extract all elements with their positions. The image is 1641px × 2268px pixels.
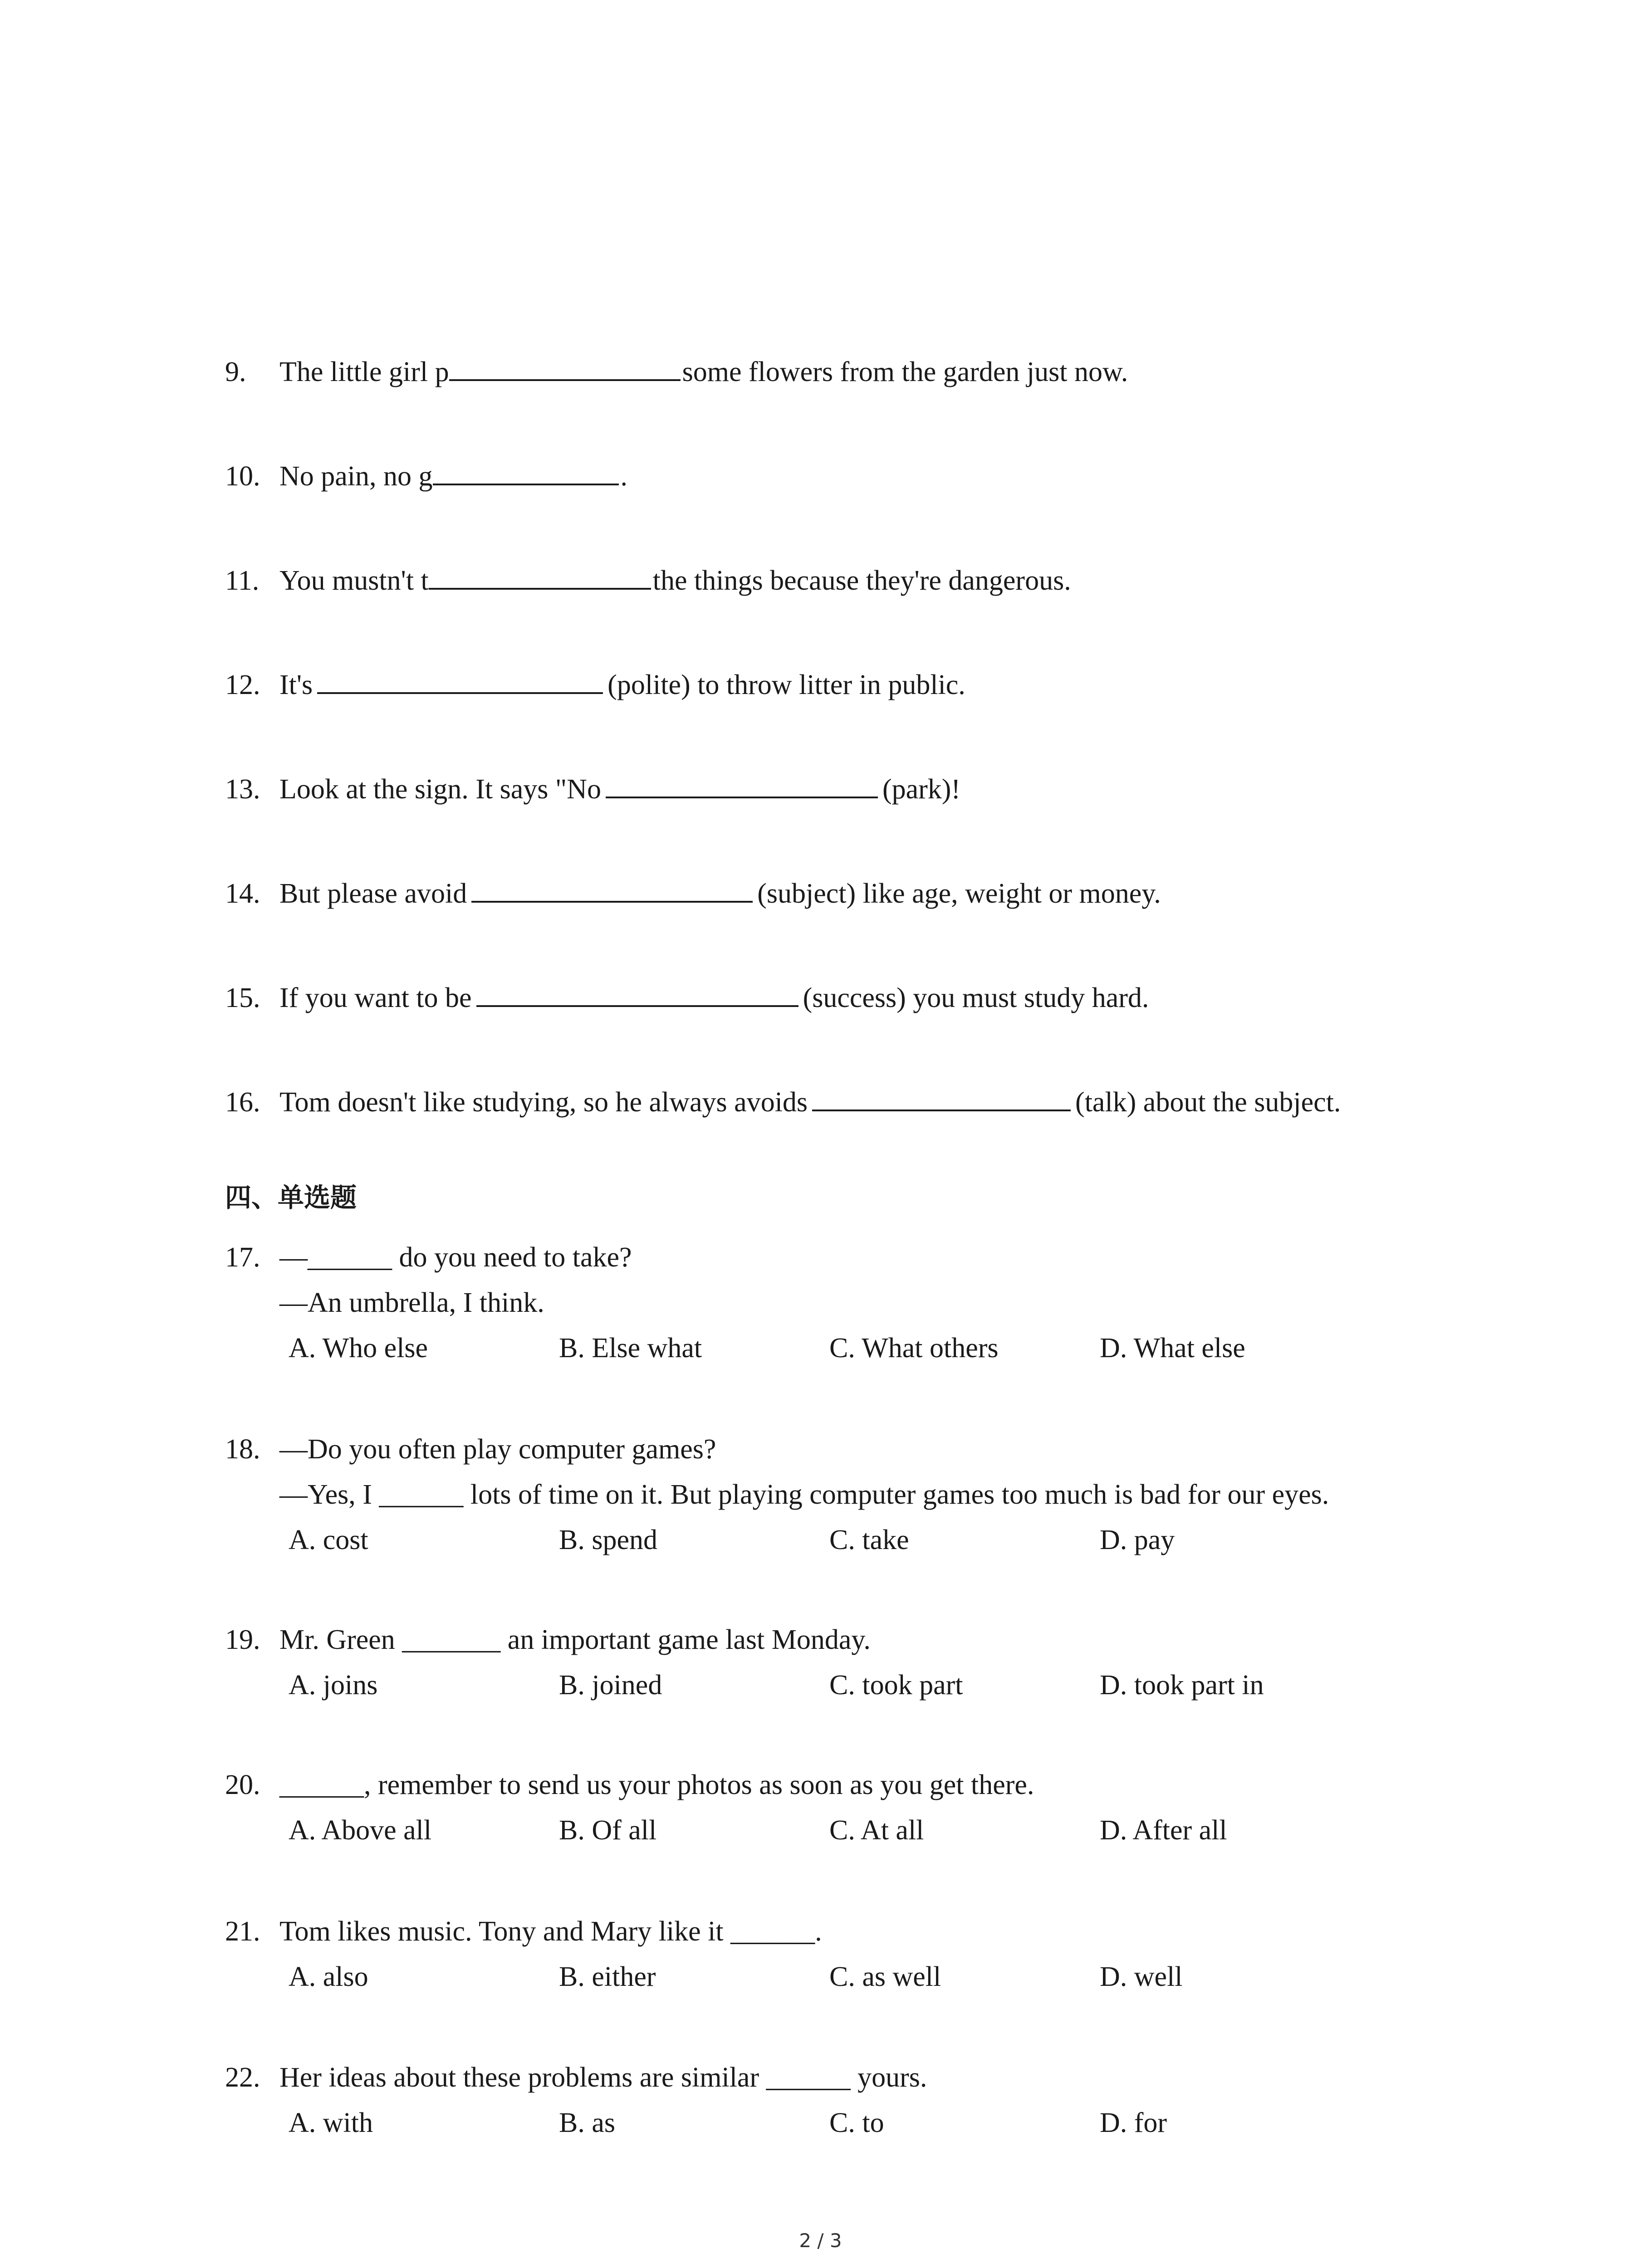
question-text: Her ideas about these problems are similar ______ yours.: [279, 2062, 927, 2093]
answer-blank[interactable]: [471, 872, 753, 903]
answer-blank[interactable]: [429, 559, 651, 590]
option-a[interactable]: A. also: [289, 1961, 368, 1992]
question-text: Look at the sign. It says "No: [279, 774, 601, 805]
option-b[interactable]: B. Else what: [559, 1333, 702, 1364]
option-d[interactable]: D. pay: [1100, 1525, 1175, 1555]
question-text: Mr. Green _______ an important game last Monday.: [279, 1624, 871, 1655]
question-text: If you want to be: [279, 982, 472, 1013]
question-18: [225, 1427, 716, 1472]
question-number: 12.: [225, 670, 260, 700]
question-9: [225, 349, 1128, 395]
question-12: [225, 662, 965, 708]
question-21: [225, 1909, 822, 1954]
question-number: 11.: [225, 565, 260, 596]
question-number: 21.: [225, 1916, 260, 1947]
question-number: 17.: [225, 1242, 260, 1273]
question-16: [225, 1080, 1341, 1125]
option-c[interactable]: C. took part: [829, 1670, 963, 1701]
question-17: [225, 1235, 632, 1280]
option-a[interactable]: A. Who else: [289, 1333, 428, 1364]
question-number: 18.: [225, 1434, 260, 1465]
question-14: [225, 871, 1161, 916]
question-text: (talk) about the subject.: [1075, 1087, 1341, 1118]
question-text: Tom likes music. Tony and Mary like it ______.: [279, 1916, 822, 1947]
option-b[interactable]: B. as: [559, 2107, 615, 2138]
question-text: But please avoid: [279, 878, 467, 909]
question-text: (park)!: [882, 774, 961, 805]
option-b[interactable]: B. either: [559, 1961, 656, 1992]
option-c[interactable]: C. take: [829, 1525, 909, 1555]
section-title: 四、单选题: [225, 1182, 357, 1213]
option-d[interactable]: D. well: [1100, 1961, 1183, 1992]
question-text: —______ do you need to take?: [279, 1242, 632, 1273]
option-c[interactable]: C. to: [829, 2107, 884, 2138]
answer-blank[interactable]: [449, 350, 681, 381]
question-19: [225, 1617, 871, 1662]
question-number: 16.: [225, 1087, 260, 1118]
option-d[interactable]: D. What else: [1100, 1333, 1245, 1364]
option-d[interactable]: D. took part in: [1100, 1670, 1264, 1701]
question-text: Tom doesn't like studying, so he always avoids: [279, 1087, 808, 1118]
question-13: [225, 767, 960, 812]
question-15: [225, 975, 1149, 1021]
question-text: (polite) to throw litter in public.: [607, 670, 965, 700]
question-text: (success) you must study hard.: [803, 982, 1149, 1013]
question-10: [225, 454, 627, 499]
question-number: 9.: [225, 357, 246, 387]
option-c[interactable]: C. What others: [829, 1333, 999, 1364]
option-c[interactable]: C. At all: [829, 1815, 924, 1846]
option-a[interactable]: A. joins: [289, 1670, 378, 1701]
question-text: You mustn't t: [279, 565, 429, 596]
question-text: some flowers from the garden just now.: [682, 357, 1128, 387]
question-number: 20.: [225, 1769, 260, 1800]
question-17-line2: —An umbrella, I think.: [279, 1287, 544, 1318]
question-number: 10.: [225, 461, 260, 492]
question-11: [225, 558, 1071, 603]
option-c[interactable]: C. as well: [829, 1961, 941, 1992]
option-a[interactable]: A. cost: [289, 1525, 368, 1555]
option-a[interactable]: A. with: [289, 2107, 373, 2138]
option-d[interactable]: D. for: [1100, 2107, 1167, 2138]
question-20: [225, 1762, 1034, 1808]
question-text: No pain, no g: [279, 461, 433, 492]
question-text: It's: [279, 670, 313, 700]
option-b[interactable]: B. joined: [559, 1670, 662, 1701]
question-22: [225, 2055, 927, 2100]
answer-blank[interactable]: [317, 663, 603, 694]
option-a[interactable]: A. Above all: [289, 1815, 432, 1846]
question-number: 19.: [225, 1624, 260, 1655]
page-number: 2 / 3: [799, 2229, 842, 2252]
question-text: —Do you often play computer games?: [279, 1434, 716, 1465]
answer-blank[interactable]: [476, 976, 798, 1007]
question-text: (subject) like age, weight or money.: [757, 878, 1161, 909]
option-b[interactable]: B. spend: [559, 1525, 657, 1555]
question-text: the things because they're dangerous.: [652, 565, 1071, 596]
answer-blank[interactable]: [812, 1080, 1071, 1111]
option-b[interactable]: B. Of all: [559, 1815, 657, 1846]
answer-blank[interactable]: [433, 455, 619, 485]
question-text: .: [620, 461, 628, 492]
answer-blank[interactable]: [606, 767, 878, 798]
question-number: 14.: [225, 878, 260, 909]
option-d[interactable]: D. After all: [1100, 1815, 1227, 1846]
question-number: 15.: [225, 982, 260, 1013]
question-number: 13.: [225, 774, 260, 805]
question-18-line2: —Yes, I ______ lots of time on it. But playing computer games too much is bad for our eyes.: [279, 1479, 1329, 1510]
question-text: ______, remember to send us your photos as soon as you get there.: [279, 1769, 1034, 1800]
question-number: 22.: [225, 2062, 260, 2093]
question-text: The little girl p: [279, 357, 449, 387]
